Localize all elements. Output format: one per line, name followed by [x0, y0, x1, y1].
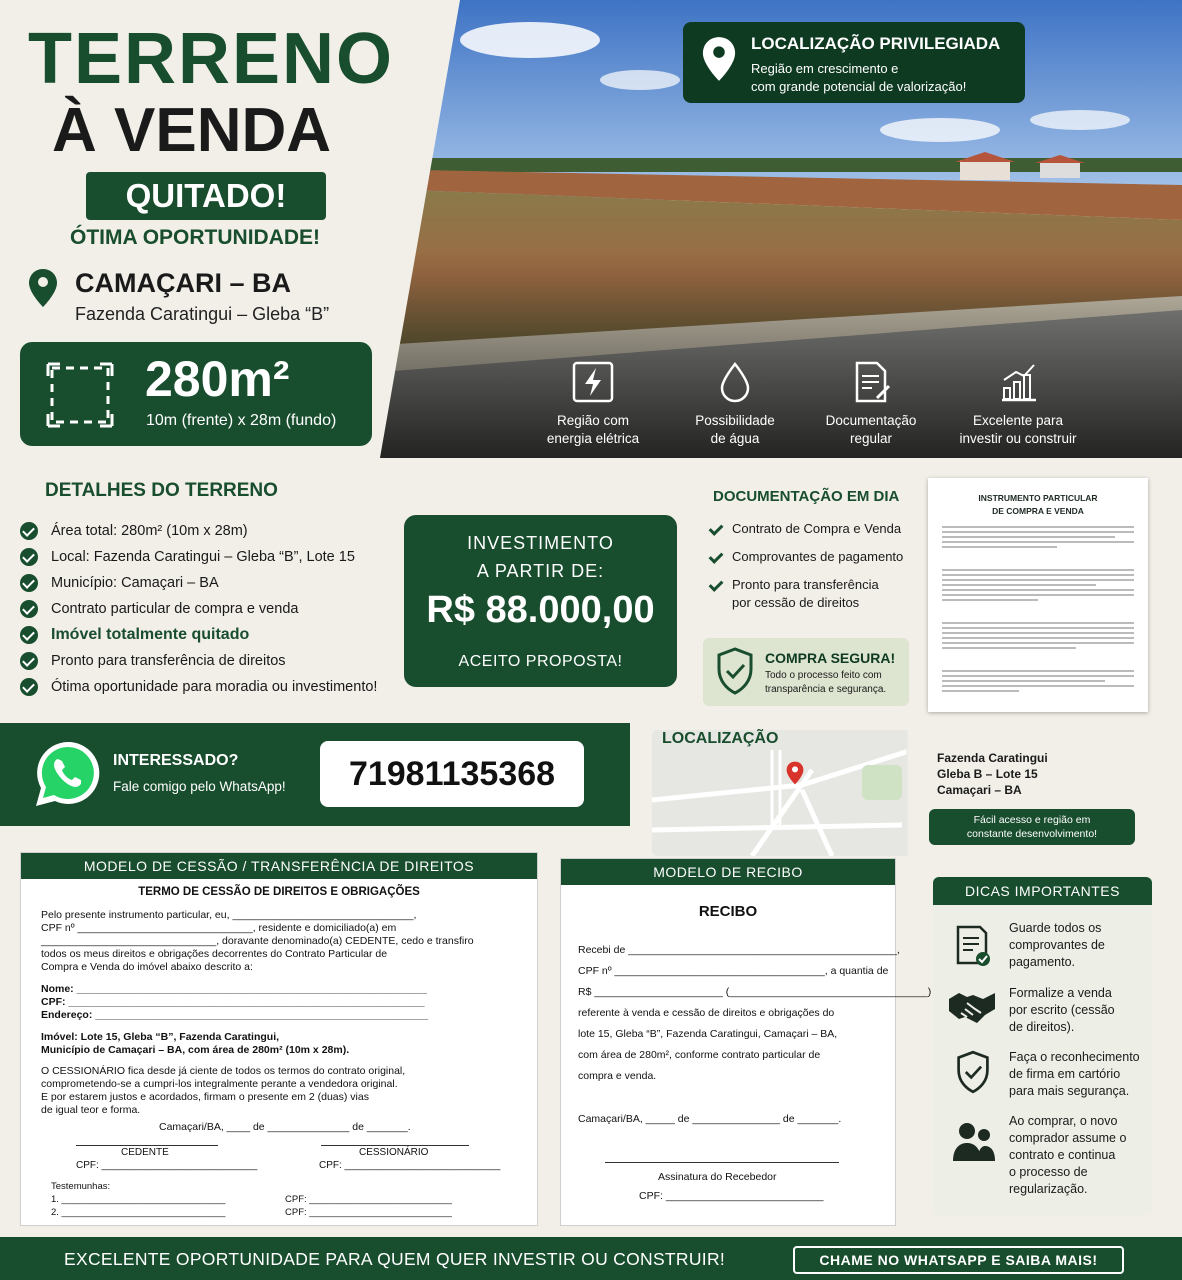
- check-icon: [20, 678, 38, 696]
- receipt-form: [560, 858, 932, 1226]
- feature-label: Região com energia elétrica: [546, 413, 640, 446]
- documentation-title: DOCUMENTAÇÃO EM DIA: [713, 488, 900, 505]
- map-pin-icon: [786, 760, 804, 786]
- cession-form-title: TERMO DE CESSÃO DE DIREITOS E OBRIGAÇÕES: [138, 886, 420, 898]
- item-text: Ótima oportunidade para moradia ou investimento!: [51, 679, 378, 695]
- area-value: 280m²: [145, 351, 290, 407]
- cession-clause: O CESSIONÁRIO fica desde já ciente de todos os termos do contrato original, comprometendo-se a cumpri-los integralmente perante a vendedora original. E por estarem justos e acordados, firmam o presente em 2 (duas) vias de igual teor e forma.: [41, 1065, 406, 1116]
- witnesses: Testemunhas: 1. _______________________________ 2. _______________________________: [51, 1181, 226, 1218]
- feature-label: Possibilidade de água: [695, 413, 775, 446]
- whatsapp-cta-button[interactable]: CHAME NO WHATSAPP E SAIBA MAIS!: [793, 1246, 1124, 1274]
- item-text: Imóvel totalmente quitado: [51, 626, 250, 643]
- list-item: Pronto para transferência por cessão de direitos: [708, 576, 903, 612]
- item-text: Local: Fazenda Caratingui – Gleba “B”, Lote 15: [51, 549, 355, 565]
- item-text: Área total: 280m² (10m x 28m): [51, 523, 248, 539]
- item-text: Município: Camaçari – BA: [51, 575, 219, 591]
- quitado-badge: QUITADO!: [86, 172, 326, 220]
- list-item: [20, 596, 377, 622]
- secure-purchase-box: [703, 638, 909, 706]
- footer-slogan: EXCELENTE OPORTUNIDADE PARA QUEM QUER INVESTIR OU CONSTRUIR!: [64, 1249, 726, 1269]
- receipt-cpf: CPF: ___________________________: [639, 1190, 824, 1202]
- investment-label-line2: A PARTIR DE:: [476, 561, 605, 581]
- list-item: [20, 570, 377, 596]
- investment-label-line1: INVESTIMENTO: [467, 533, 614, 553]
- feature-label: Excelente para investir ou construir: [959, 413, 1077, 446]
- tagline: ÓTIMA OPORTUNIDADE!: [70, 226, 321, 249]
- receipt-date: Camaçari/BA, _____ de _______________ de _______.: [578, 1113, 842, 1125]
- item-text: Contrato particular de compra e venda: [51, 601, 299, 617]
- proposal-note: ACEITO PROPOSTA!: [458, 653, 623, 670]
- check-icon: [20, 652, 38, 670]
- cession-paragraph: Pelo presente instrumento particular, eu, _______________________________, CPF nº ______________________________, residente e domiciliado(a) em ______________________________, doravante denominado(a) CEDENTE, cedo e transfiro todos os meus direitos e obrigações decorrentes do Contrato Particular de Compra e Venda do imóvel abaixo descrito a:: [41, 909, 474, 973]
- cession-form: [20, 852, 538, 1226]
- list-item: [20, 544, 377, 570]
- title-line1: TERRENO: [28, 19, 395, 99]
- feature-water: [665, 360, 805, 448]
- feature-energy: [523, 360, 663, 448]
- contact-subtitle: Fale comigo pelo WhatsApp!: [113, 779, 286, 794]
- check-icon: [20, 600, 38, 618]
- map-address: Fazenda Caratingui Gleba B – Lote 15 Camaçari – BA: [937, 751, 1048, 797]
- check-icon: [20, 548, 38, 566]
- phone-number[interactable]: 71981135368: [320, 741, 584, 807]
- area-frame-icon: [46, 362, 114, 428]
- tips-title: DICAS IMPORTANTES: [933, 877, 1152, 905]
- tip-text: Faça o reconhecimento de firma em cartório para mais segurança.: [1009, 1050, 1140, 1098]
- contact-title: INTERESSADO?: [113, 752, 239, 769]
- tip-text: Ao comprar, o novo comprador assume o contrato e continua o processo de regularização.: [1009, 1114, 1127, 1196]
- item-text: Pronto para transferência de direitos: [51, 653, 286, 669]
- tip-text: Formalize a venda por escrito (cessão de direitos).: [1009, 986, 1115, 1034]
- document-icon: [849, 360, 893, 404]
- check-icon: [20, 522, 38, 540]
- investment-box: [404, 515, 677, 687]
- growth-chart-icon: [996, 360, 1040, 404]
- tips-box: [933, 877, 1152, 1215]
- list-item: [20, 648, 377, 674]
- secure-title: COMPRA SEGURA!: [765, 650, 896, 666]
- access-note: Fácil acesso e região em constante desenvolvimento!: [929, 809, 1135, 845]
- receipt-icon: [955, 925, 991, 967]
- shield-check-icon: [715, 647, 755, 695]
- location-banner-subtitle: Região em crescimento e com grande potencial de valorização!: [751, 61, 967, 94]
- lightning-icon: [571, 360, 615, 404]
- investment-label: [404, 529, 677, 585]
- farm-name: Fazenda Caratingui – Gleba “B”: [75, 304, 330, 324]
- list-item: Contrato de Compra e Venda: [708, 520, 903, 538]
- shield-check-icon: [955, 1050, 991, 1094]
- documentation-list: [708, 520, 903, 622]
- cessionary-fields: Nome: ____________________________________________________________ CPF: _____________________________________________________________ Endereço: _________________________________________________________: [41, 983, 429, 1021]
- secure-text: Todo o processo feito com transparência e segurança.: [765, 670, 887, 695]
- area-dimensions: 10m (frente) x 28m (fundo): [146, 412, 337, 429]
- location-banner-title: LOCALIZAÇÃO PRIVILEGIADA: [751, 34, 1001, 53]
- list-item: [20, 518, 377, 544]
- contract-text-lines: [928, 518, 1148, 703]
- location-banner: [683, 22, 1025, 103]
- title-line2: À VENDA: [52, 96, 332, 165]
- list-item: [20, 622, 377, 648]
- cessionario-cpf: CPF: ____________________________: [319, 1160, 501, 1171]
- location-title: LOCALIZAÇÃO: [662, 730, 779, 747]
- city: CAMAÇARI – BA: [75, 268, 291, 298]
- contract-document: [928, 478, 1148, 712]
- list-item: Comprovantes de pagamento: [708, 548, 903, 566]
- check-icon: [20, 626, 38, 644]
- cedente-cpf: CPF: ____________________________: [76, 1160, 258, 1171]
- cession-date: Camaçari/BA, ____ de ______________ de _______.: [159, 1121, 411, 1133]
- contract-title: INSTRUMENTO PARTICULAR DE COMPRA E VENDA: [978, 493, 1098, 516]
- feature-documents: [801, 360, 941, 448]
- signature-line: [605, 1162, 839, 1163]
- details-list: [20, 518, 377, 700]
- location-pin-icon: [28, 268, 58, 308]
- price: R$ 88.000,00: [426, 589, 655, 631]
- water-drop-icon: [713, 360, 757, 404]
- cessionario-label: CESSIONÁRIO: [359, 1147, 429, 1158]
- receipt-title: RECIBO: [698, 903, 758, 920]
- details-title: DETALHES DO TERRENO: [45, 480, 278, 501]
- location-pin-icon: [701, 36, 737, 82]
- handshake-icon: [947, 989, 997, 1025]
- feature-invest: [948, 360, 1088, 448]
- receipt-body: Recebi de ______________________________________________, CPF nº ____________________________________, a quantia de R$ ______________________ (__________________________________) referente à venda e cessão de direitos e obrigações do lote 15, Gleba “B”, Fazenda Caratingui, Camaçari – BA, com área de 280m², conforme contrato particular de compra e venda.: [578, 944, 932, 1082]
- receipt-signature-label: Assinatura do Recebedor: [658, 1171, 777, 1183]
- cedente-label: CEDENTE: [121, 1147, 169, 1158]
- witness-cpf: CPF: ___________________________ CPF: ___________________________: [285, 1194, 452, 1218]
- feature-label: Documentação regular: [825, 413, 917, 446]
- check-icon: [20, 574, 38, 592]
- cession-form-header: MODELO DE CESSÃO / TRANSFERÊNCIA DE DIREITOS: [21, 853, 537, 879]
- people-icon: [951, 1119, 997, 1163]
- list-item: [20, 674, 377, 700]
- property-description: Imóvel: Lote 15, Gleba “B”, Fazenda Caratingui, Município de Camaçari – BA, com área de 280m² (10m x 28m).: [41, 1031, 350, 1056]
- receipt-form-header: MODELO DE RECIBO: [561, 859, 895, 885]
- whatsapp-icon[interactable]: [33, 739, 103, 809]
- tip-text: Guarde todos os comprovantes de pagamento.: [1009, 921, 1105, 969]
